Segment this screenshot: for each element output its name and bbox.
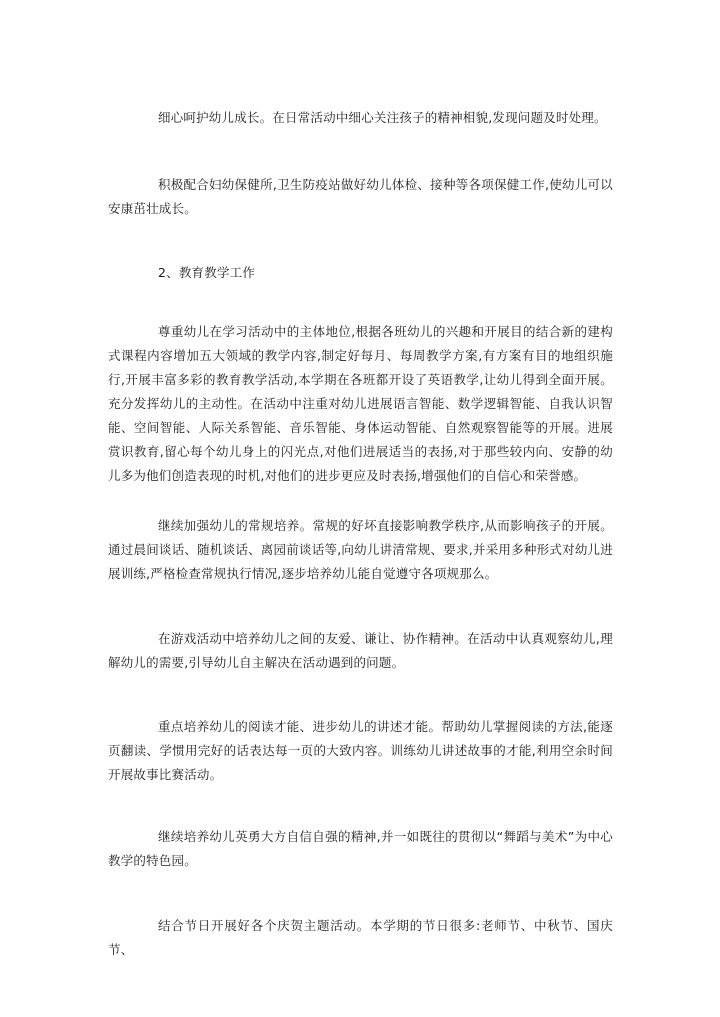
paragraph-health-cooperation: 积极配合妇幼保健所,卫生防疫站做好幼儿体检、接种等各项保健工作,使幼儿可以安康茁壮成长。 [108, 177, 613, 216]
paragraph-reading-skills: 重点培养幼儿的阅读才能、进步幼儿的讲述才能。帮助幼儿掌握阅读的方法,能逐页翻读、学惯用完好的话表达每一页的大致内容。训练幼儿讲述故事的才能,利用空余时间开展故事比赛活动。 [108, 719, 613, 782]
paragraph-routine-training: 继续加强幼儿的常规培养。常规的好坏直接影响教学秩序,从而影响孩子的开展。通过晨间谈话、随机谈话、离园前谈话等,向幼儿讲清常规、要求,并采用多种形式对幼儿进展训练,严格检查常规执行情况,逐步培养幼儿能自觉遵守各项规那么。 [108, 518, 613, 581]
section-heading-teaching: 2、教育教学工作 [158, 265, 256, 280]
paragraph-festivals: 结合节日开展好各个庆贺主题活动。本学期的节日很多:老师节、中秋节、国庆节、 [108, 918, 613, 957]
paragraph-game-activities: 在游戏活动中培养幼儿之间的友爱、谦让、协作精神。在活动中认真观察幼儿,理解幼儿的需要,引导幼儿自主解决在活动遇到的问题。 [108, 631, 613, 670]
paragraph-child-care: 细心呵护幼儿成长。在日常活动中细心关注孩子的精神相貌,发现问题及时处理。 [158, 110, 607, 125]
paragraph-confidence: 继续培养幼儿英勇大方自信自强的精神,并一如既往的贯彻以“舞蹈与美术”为中心教学的特色园。 [108, 829, 613, 868]
paragraph-child-subject: 尊重幼儿在学习活动中的主体地位,根据各班幼儿的兴趣和开展目的结合新的建构式课程内容增加五大领域的教学内容,制定好每月、每周教学方案,有方案有目的地组织施行,开展丰富多彩的教育教学活动,本学期在各班都开设了英语教学,让幼儿得到全面开展。充分发挥幼儿的主动性。在活动中注重对幼儿进展语言智能、数学逻辑智能、自我认识智能、空间智能、人际关系智能、音乐智能、身体运动智能、自然观察智能等的开展。进展赏识教育,留心每个幼儿身上的闪光点,对他们进展适当的表扬,对于那些较内向、安静的幼儿多为他们创造表现的时机,对他们的进步更应及时表扬,增强他们的自信心和荣誉感。 [108, 324, 613, 483]
